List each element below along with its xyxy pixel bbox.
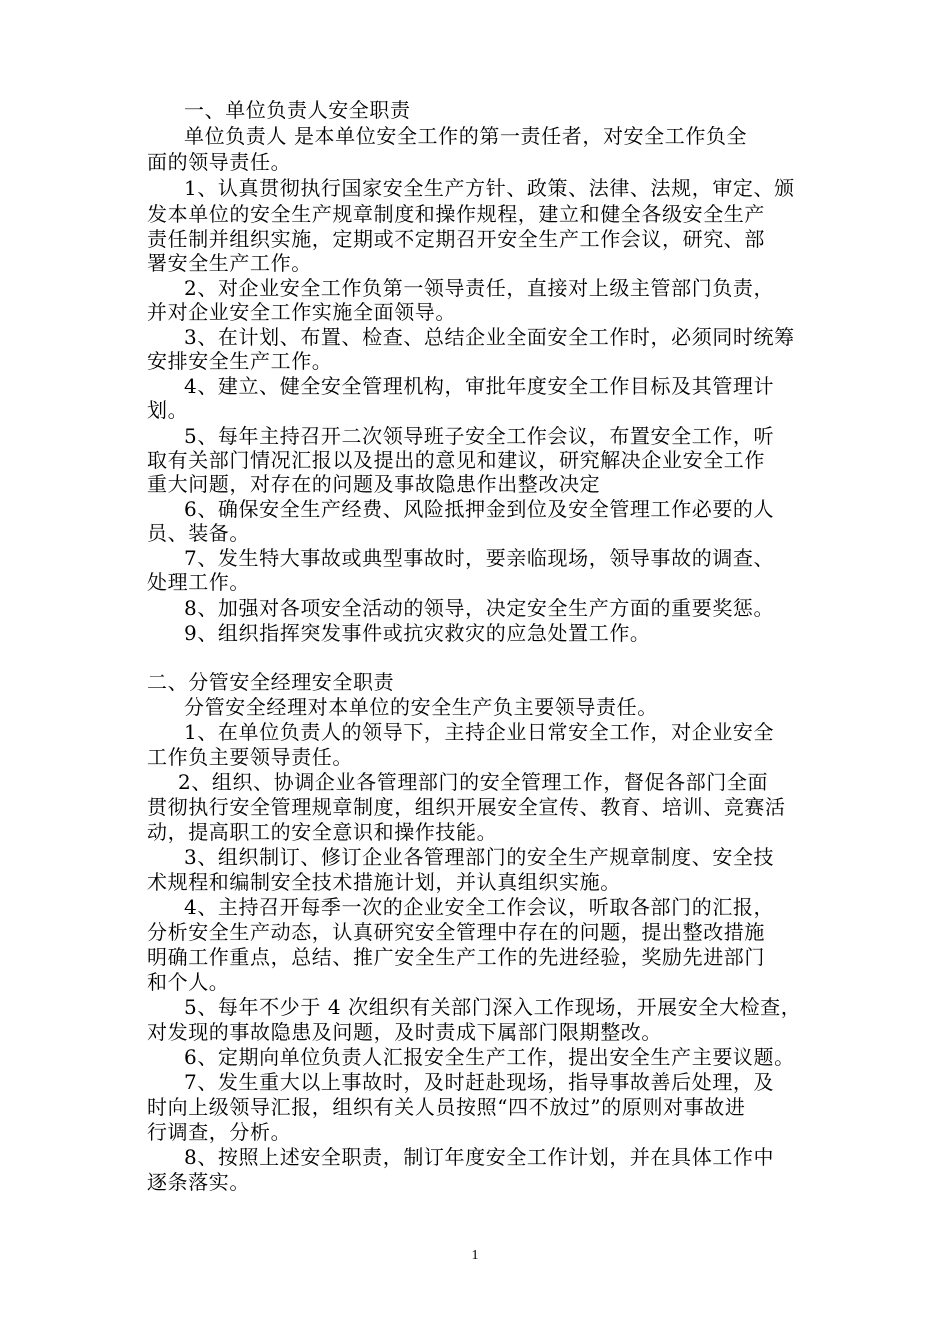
section-1-item-5: 重大问题，对存在的问题及事故隐患作出整改决定: [147, 472, 601, 496]
section-2-item-4: 明确工作重点，总结、推广安全生产工作的先进经验，奖励先进部门: [147, 945, 765, 969]
section-2-item-7: 时向上级领导汇报，组织有关人员按照“四不放过”的原则对事故进: [147, 1095, 746, 1119]
section-1-item-3: 安排安全生产工作。: [147, 349, 333, 373]
section-2-item-2: 2、组织、协调企业各管理部门的安全管理工作，督促各部门全面: [178, 770, 769, 794]
section-1-item-3: 3、在计划、布置、检查、总结企业全面安全工作时，必须同时统筹: [184, 325, 795, 349]
section-1-item-1: 发本单位的安全生产规章制度和操作规程，建立和健全各级安全生产: [147, 202, 765, 226]
section-2-item-4: 和个人。: [147, 970, 230, 994]
section-1-item-4: 划。: [147, 398, 189, 422]
section-2-item-4: 4、主持召开每季一次的企业安全工作会议，听取各部门的汇报，: [184, 895, 775, 919]
section-2-item-3: 3、组织制订、修订企业各管理部门的安全生产规章制度、安全技: [184, 845, 775, 869]
section-1-item-5: 取有关部门情况汇报以及提出的意见和建议，研究解决企业安全工作: [147, 448, 765, 472]
section-2-item-5: 5、每年不少于 4 次组织有关部门深入工作现场，开展安全大检查，: [184, 995, 802, 1019]
section-1-intro-line: 面的领导责任。: [147, 150, 292, 174]
section-1-item-1: 1、认真贯彻执行国家安全生产方针、政策、法律、法规，审定、颁: [184, 176, 795, 200]
section-2-heading: 二、分管安全经理安全职责: [147, 670, 395, 694]
section-1-item-6: 6、确保安全生产经费、风险抵押金到位及安全管理工作必要的人: [184, 497, 775, 521]
section-1-item-7: 7、发生特大事故或典型事故时，要亲临现场，领导事故的调查、: [184, 546, 775, 570]
section-2-item-6: 6、定期向单位负责人汇报安全生产工作，提出安全生产主要议题。: [184, 1045, 795, 1069]
section-1-item-7: 处理工作。: [147, 570, 250, 594]
section-1-heading: 一、单位负责人安全职责: [184, 98, 411, 122]
section-1-item-6: 员、装备。: [147, 521, 250, 545]
section-2-item-4: 分析安全生产动态，认真研究安全管理中存在的问题，提出整改措施: [147, 920, 765, 944]
section-2-item-1: 1、在单位负责人的领导下，主持企业日常安全工作，对企业安全: [184, 720, 775, 744]
page-number: 1: [471, 1248, 479, 1263]
section-2-item-2: 贯彻执行安全管理规章制度，组织开展安全宣传、教育、培训、竞赛活: [147, 795, 786, 819]
section-2-item-7: 行调查，分析。: [147, 1120, 292, 1144]
section-2-item-2: 动，提高职工的安全意识和操作技能。: [147, 820, 498, 844]
section-2-item-5: 对发现的事故隐患及问题，及时责成下属部门限期整改。: [147, 1020, 662, 1044]
section-1-item-9: 9、组织指挥突发事件或抗灾救灾的应急处置工作。: [184, 621, 651, 645]
section-2-item-1: 工作负主要领导责任。: [147, 745, 353, 769]
section-2-item-7: 7、发生重大以上事故时，及时赶赴现场，指导事故善后处理，及: [184, 1070, 775, 1094]
section-1-item-2: 并对企业安全工作实施全面领导。: [147, 300, 456, 324]
section-2-intro-line: 分管安全经理对本单位的安全生产负主要领导责任。: [184, 695, 658, 719]
section-2-item-3: 术规程和编制安全技术措施计划，并认真组织实施。: [147, 870, 621, 894]
section-1-intro-line: 单位负责人 是本单位安全工作的第一责任者，对安全工作负全: [184, 124, 748, 148]
section-1-item-1: 署安全生产工作。: [147, 251, 312, 275]
section-1-item-8: 8、加强对各项安全活动的领导，决定安全生产方面的重要奖惩。: [184, 596, 775, 620]
section-2-item-8: 8、按照上述安全职责，制订年度安全工作计划，并在具体工作中: [184, 1145, 775, 1169]
section-1-item-4: 4、建立、健全安全管理机构，审批年度安全工作目标及其管理计: [184, 374, 775, 398]
section-1-item-2: 2、对企业安全工作负第一领导责任，直接对上级主管部门负责，: [184, 276, 775, 300]
section-1-item-1: 责任制并组织实施，定期或不定期召开安全生产工作会议，研究、部: [147, 227, 765, 251]
section-2-item-8: 逐条落实。: [147, 1170, 250, 1194]
section-1-item-5: 5、每年主持召开二次领导班子安全工作会议，布置安全工作，听: [184, 424, 775, 448]
